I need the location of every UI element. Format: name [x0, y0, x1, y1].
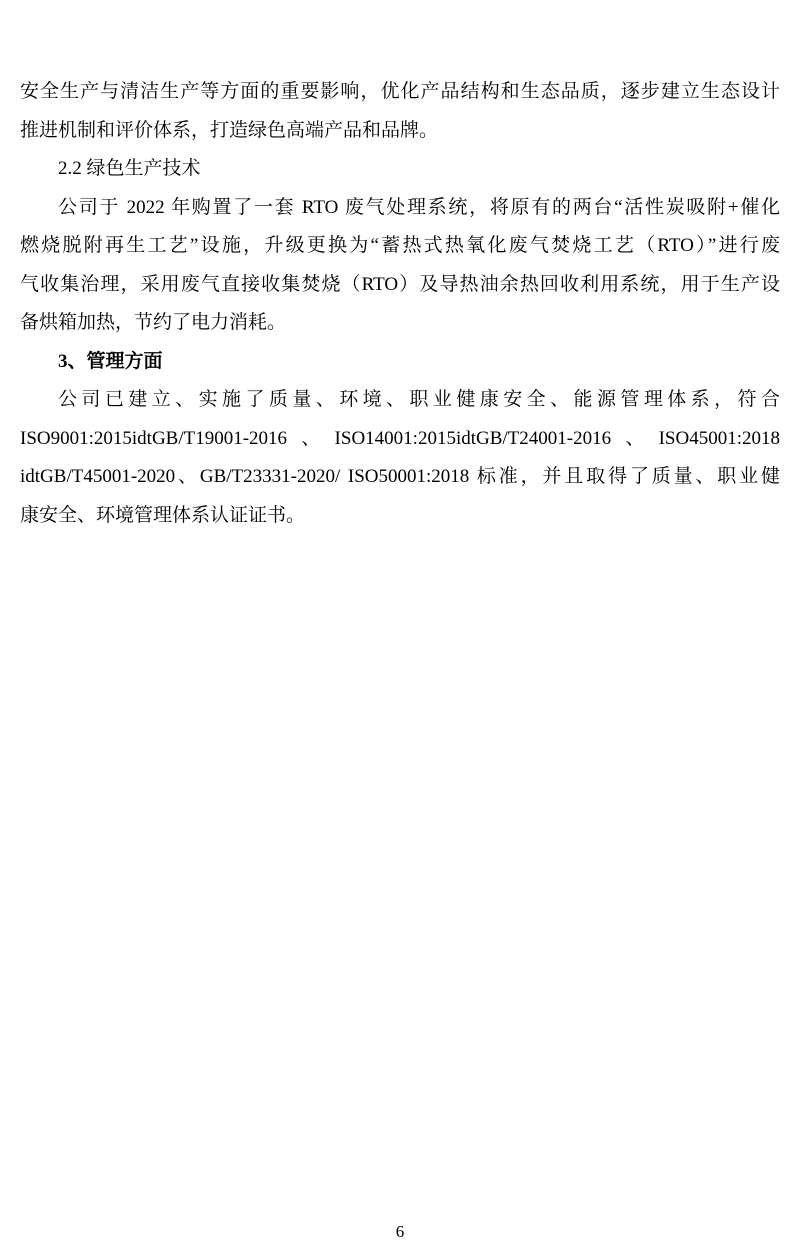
page-number: 6 [395, 1222, 405, 1241]
text-line: ISO9001:2015idtGB/T19001-2016、ISO14001:2015idtGB/T24001-2016、ISO45001:2018 [20, 427, 780, 449]
document-body [20, 73, 780, 535]
text-line: 安全生产与清洁生产等方面的重要影响，优化产品结构和生态品质，逐步建立生态设计 [20, 81, 780, 102]
paragraph-rto-system [20, 189, 780, 343]
text-line: 公司已建立、实施了质量、环境、职业健康安全、能源管理体系，符合 [58, 389, 780, 410]
heading-2-2-green-production-technology [20, 150, 780, 189]
text-line: 备烘箱加热，节约了电力消耗。 [20, 312, 287, 333]
text-line: 康安全、环境管理体系认证证书。 [20, 504, 306, 526]
page-footer [0, 1222, 800, 1242]
paragraph-eco-design-continuation [20, 73, 780, 150]
text-line: idtGB/T45001-2020、GB/T23331-2020/ ISO50001:2018 标准，并且取得了质量、职业健 [20, 466, 780, 487]
text-line: 推进机制和评价体系，打造绿色高端产品和品牌。 [20, 119, 439, 141]
paragraph-management-systems [20, 381, 780, 535]
text-line: 气收集治理，采用废气直接收集焚烧（RTO）及导热油余热回收利用系统，用于生产设 [20, 273, 780, 295]
text-line: 2.2 绿色生产技术 [58, 158, 201, 179]
text-line: 3、管理方面 [58, 350, 163, 372]
text-line: 公司于 2022 年购置了一套 RTO 废气处理系统，将原有的两台“活性炭吸附+催化 [58, 196, 780, 218]
heading-3-management [20, 343, 780, 382]
text-line: 燃烧脱附再生工艺”设施，升级更换为“蓄热式热氧化废气焚烧工艺（RTO）”进行废 [20, 235, 780, 256]
